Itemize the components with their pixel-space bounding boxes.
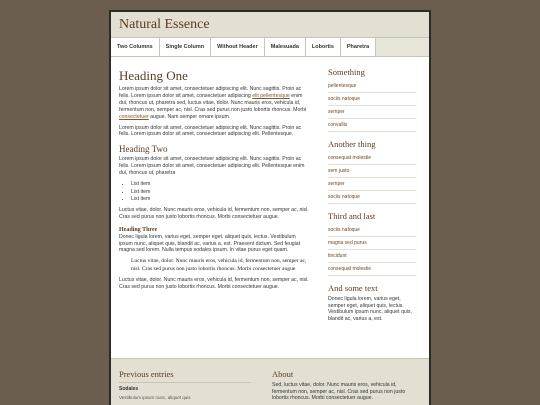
footer-entry-excerpt: Vestibulum ipsum nunc, aliquet quis (119, 395, 191, 400)
sidebar-link[interactable]: consequat molestie (328, 152, 416, 165)
list-item: • List item (131, 196, 309, 204)
paragraph-intro (119, 86, 309, 121)
paragraph-text: enim dui, rhoncus ut, pharetra sed, luctus vitae, dolor. Nunc mauris eros, vehicula id, fermentum non, semper ac, nisl. Cras sed purus non justo lobortis rhoncus. Morbi (119, 92, 307, 113)
sidebar-link[interactable]: magna sed purus (328, 237, 416, 250)
tab-single-column[interactable]: Single Column (160, 38, 212, 56)
paragraph-fourth: Luctus vitae, dolor. Nunc mauris eros, vehicula id, fermentum non, semper ac, nisl. Cras sed purus non justo lobortis rhoncus. Morbi consectetuer augue. (119, 206, 309, 220)
sidebar-list-third-and-last (328, 224, 416, 276)
sidebar-link[interactable]: tincidunt (328, 250, 416, 263)
sidebar-heading-another-thing: Another thing (328, 139, 376, 149)
footer-about (272, 369, 420, 402)
sidebar-list-something (328, 80, 416, 132)
paragraph-third: Lorem ipsum dolor sit amet, consectetuer adipiscing elit. Nunc sagittis. Proin ac felis. Lorem ipsum dolor sit amet, consectetuer adipiscing elit. Pellentesque enim dui, rhoncus ut, pharetra (119, 156, 305, 177)
paragraph-fifth: Donec ligula lorem, varius eget, semper eget, aliquet quis, lectus. Vestibulum ipsum nunc, aliquet quis, blandit ac, varius a, est. Praesent dictum. Sed feugiat magna sed lorem. Nulla tempus sodales ipsum. In vitae purus eget quam. (119, 233, 301, 254)
sidebar-heading-something: Something (328, 67, 365, 77)
sidebar-link[interactable]: sociis natoque (328, 93, 416, 106)
paragraph-text: Lorem ipsum dolor sit amet, consectetuer adipiscing elit. Nunc sagittis. Proin ac felis. Lorem ipsum dolor sit amet, consectetuer adipiscing (119, 86, 302, 99)
footer-about-text: Sed, luctus vitae, dolor. Nunc mauris eros, vehicula id, fermentum non, semper ac, nisl. Cras sed purus non justo lobortis rhoncus. Morbi consectetuer augue. (272, 382, 406, 401)
heading-two: Heading Two (119, 144, 168, 155)
sidebar-link[interactable]: pellentesque (328, 80, 416, 93)
tab-pharetra[interactable]: Pharetra (341, 38, 376, 56)
sidebar-text: Donec ligula lorem, varius eget, semper eget, aliquet quis, lectus. Vestibulum ipsum nunc, aliquet quis, blandit ac, varius a, est. (328, 296, 412, 322)
main-content (119, 68, 309, 295)
sidebar-link[interactable]: sem justo (328, 165, 416, 178)
tab-without-header[interactable]: Without Header (211, 38, 265, 56)
footer-heading-about: About (272, 369, 294, 379)
sidebar-link[interactable]: sociis natoque (328, 224, 416, 237)
page-container (109, 10, 431, 405)
sidebar-link[interactable]: consequat molestie (328, 263, 416, 276)
sidebar-link[interactable]: semper (328, 106, 416, 119)
main-navigation (111, 38, 429, 57)
tab-malesuada[interactable]: Malesuada (265, 38, 306, 56)
site-title[interactable]: Natural Essence (119, 17, 210, 32)
sidebar-list-another-thing (328, 152, 416, 204)
sidebar (328, 67, 416, 322)
footer-previous-entries (119, 369, 251, 400)
blockquote: Luctus vitae, dolor. Nunc mauris eros, vehicula id, fermentum non, semper ac, nisl. Cras sed purus non justo lobortis rhoncus. Morbi consectetuer augue (131, 258, 307, 272)
sidebar-link[interactable]: semper (328, 178, 416, 191)
sidebar-link[interactable]: convallis (328, 119, 416, 132)
footer-entry-title[interactable]: Sodales (119, 382, 251, 392)
sidebar-heading-third-and-last: Third and last (328, 211, 376, 221)
site-header (111, 12, 429, 38)
bullet-list (119, 181, 309, 204)
inline-link[interactable]: consectetuer (119, 113, 149, 120)
sidebar-link[interactable]: sociis natoque (328, 191, 416, 204)
list-item: • List item (131, 181, 309, 189)
paragraph-text: augue. Nam semper ornare ipsum. (148, 113, 231, 120)
paragraph-sixth: Luctus vitae, dolor. Nunc mauris eros, vehicula id, fermentum non, semper ac, nisl. Cras sed purus non justo lobortis rhoncus. Morbi consectetuer augue. (119, 276, 309, 290)
footer-heading-previous-entries: Previous entries (119, 369, 174, 379)
paragraph-second: Lorem ipsum dolor sit amet, consectetuer adipiscing elit. Nunc sagittis. Proin ac felis. Lorem ipsum dolor sit amet, consectetuer adipiscing elit. Pellentesque. (119, 124, 302, 138)
inline-link[interactable]: elit pellentesque (252, 92, 290, 99)
heading-one: Heading One (119, 68, 188, 83)
tab-two-columns[interactable]: Two Columns (111, 38, 160, 56)
footer (111, 358, 429, 405)
sidebar-heading-some-text: And some text (328, 283, 378, 293)
tab-lobortis[interactable]: Lobortis (306, 38, 341, 56)
list-item: • List item (131, 189, 309, 197)
heading-three: Heading Three (119, 226, 158, 233)
